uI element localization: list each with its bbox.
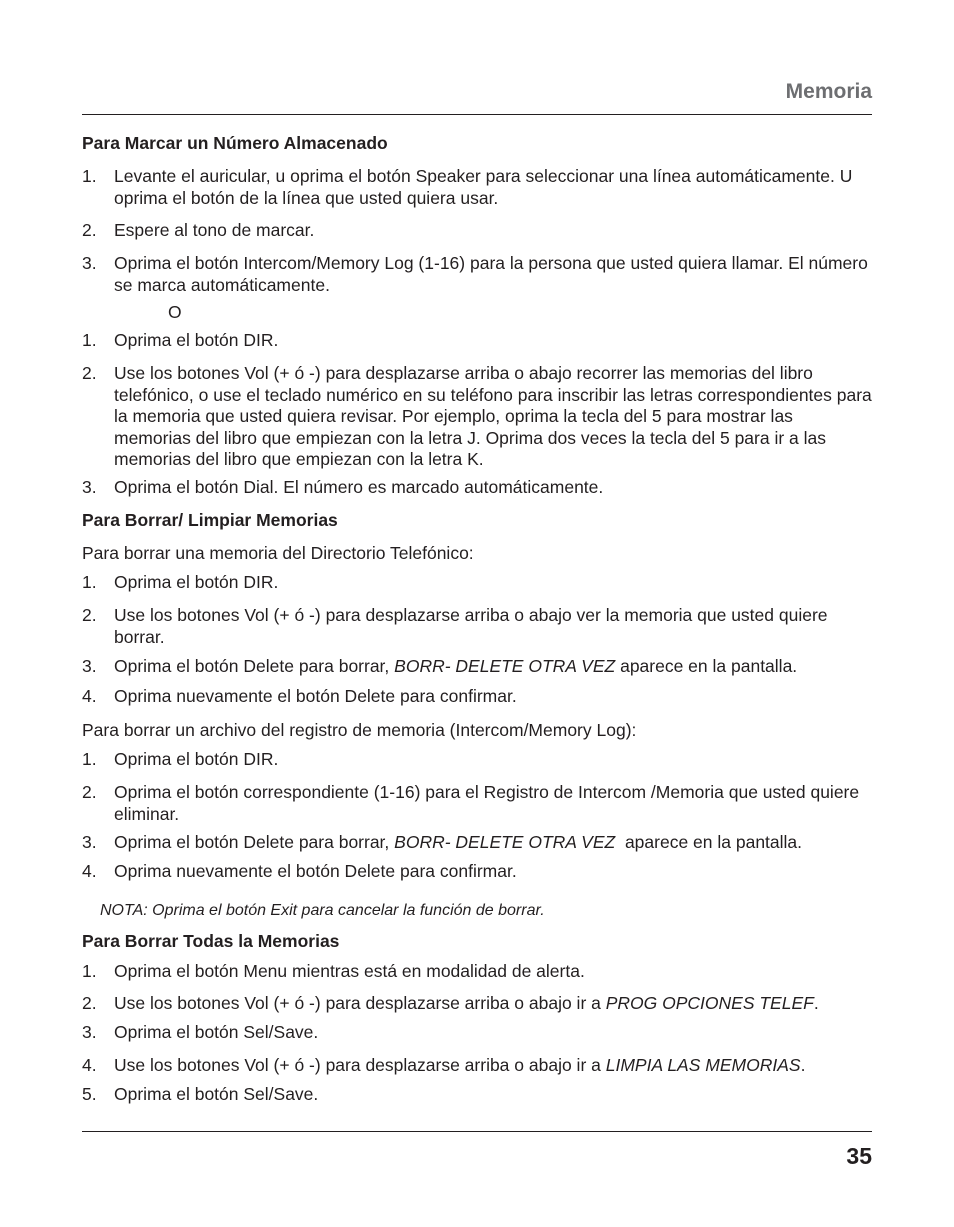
item-text: Oprima el botón Menu mientras está en modalidad de alerta. bbox=[114, 961, 585, 981]
item-number: 3. bbox=[82, 253, 97, 273]
item-number: 1. bbox=[82, 749, 97, 769]
item-text: Oprima el botón Sel/Save. bbox=[114, 1084, 319, 1104]
item-text-post: . bbox=[813, 993, 819, 1013]
item-number: 1. bbox=[82, 961, 97, 981]
section-title: Memoria bbox=[785, 80, 872, 103]
item-text-pre: Oprima el botón Delete para borrar, bbox=[114, 656, 395, 676]
item-number: 2. bbox=[82, 782, 97, 802]
item-number: 4. bbox=[82, 1055, 97, 1075]
item-number: 3. bbox=[82, 832, 97, 852]
display-message: BORR- DELETE OTRA VEZ bbox=[394, 656, 616, 676]
item-number: 4. bbox=[82, 686, 97, 706]
item-text: Oprima el botón correspondiente (1-16) para el Registro de Intercom /Memoria que usted quiere eliminar. bbox=[114, 782, 860, 824]
item-text bbox=[114, 832, 874, 854]
item-number: 1. bbox=[82, 330, 97, 350]
or-separator: O bbox=[168, 302, 182, 322]
item-text bbox=[114, 1055, 874, 1077]
note: NOTA: Oprima el botón Exit para cancelar la función de borrar. bbox=[100, 902, 545, 919]
intro-directorio: Para borrar una memoria del Directorio Telefónico: bbox=[82, 543, 474, 563]
heading-marcar: Para Marcar un Número Almacenado bbox=[82, 133, 388, 153]
item-number: 3. bbox=[82, 1022, 97, 1042]
item-text-pre: Use los botones Vol (+ ó -) para desplazarse arriba o abajo ir a bbox=[114, 993, 606, 1013]
item-number: 1. bbox=[82, 572, 97, 592]
item-number: 4. bbox=[82, 861, 97, 881]
heading-borrar-todas: Para Borrar Todas la Memorias bbox=[82, 931, 340, 951]
item-text: Oprima el botón Intercom/Memory Log (1-16) para la persona que usted quiera llamar. El número se marca automáticamente. bbox=[114, 253, 868, 295]
display-message: BORR- DELETE OTRA VEZ bbox=[394, 832, 616, 852]
item-text: Oprima nuevamente el botón Delete para confirmar. bbox=[114, 686, 517, 706]
item-number: 2. bbox=[82, 993, 97, 1013]
item-text: Use los botones Vol (+ ó -) para desplazarse arriba o abajo ver la memoria que usted quiere borrar. bbox=[114, 605, 828, 647]
footer-rule bbox=[82, 1131, 872, 1132]
item-text: Oprima el botón Dial. El número es marcado automáticamente. bbox=[114, 477, 604, 497]
item-number: 3. bbox=[82, 656, 97, 676]
display-message: LIMPIA LAS MEMORIAS bbox=[605, 1055, 801, 1075]
item-text: Espere al tono de marcar. bbox=[114, 220, 315, 240]
item-text-post: . bbox=[800, 1055, 806, 1075]
item-number: 2. bbox=[82, 220, 97, 240]
heading-borrar: Para Borrar/ Limpiar Memorias bbox=[82, 510, 338, 530]
item-text-pre: Oprima el botón Delete para borrar, bbox=[114, 832, 395, 852]
item-text: Use los botones Vol (+ ó -) para desplazarse arriba o abajo recorrer las memorias del libro telefónico, o use el teclado numérico en su teléfono para inscribir las letras correspondientes para la memoria que usted quiera revisar. Por ejemplo, oprima la tecla del 5 para mostrar las memorias del libro que empiezan con la letra J. Oprima dos veces la tecla del 5 para ir a las memorias del libro que empiezan con la letra K. bbox=[114, 363, 872, 469]
item-number: 2. bbox=[82, 605, 97, 625]
display-message: PROG OPCIONES TELEF bbox=[605, 993, 814, 1013]
item-text bbox=[114, 656, 874, 678]
item-text-post: aparece en la pantalla. bbox=[615, 832, 803, 852]
page-number: 35 bbox=[846, 1143, 872, 1169]
item-text-pre: Use los botones Vol (+ ó -) para desplazarse arriba o abajo ir a bbox=[114, 1055, 606, 1075]
item-text: Oprima el botón Sel/Save. bbox=[114, 1022, 319, 1042]
item-text: Oprima nuevamente el botón Delete para confirmar. bbox=[114, 861, 517, 881]
item-number: 3. bbox=[82, 477, 97, 497]
item-text: Oprima el botón DIR. bbox=[114, 330, 279, 350]
item-text: Oprima el botón DIR. bbox=[114, 572, 279, 592]
item-text: Oprima el botón DIR. bbox=[114, 749, 279, 769]
item-text-post: aparece en la pantalla. bbox=[615, 656, 798, 676]
item-number: 1. bbox=[82, 166, 97, 186]
item-number: 2. bbox=[82, 363, 97, 383]
item-number: 5. bbox=[82, 1084, 97, 1104]
intro-registro: Para borrar un archivo del registro de memoria (Intercom/Memory Log): bbox=[82, 720, 637, 740]
item-text bbox=[114, 993, 874, 1015]
item-text: Levante el auricular, u oprima el botón Speaker para seleccionar una línea automáticamente. U oprima el botón de la línea que usted quiera usar. bbox=[114, 166, 853, 208]
header-rule bbox=[82, 114, 872, 115]
